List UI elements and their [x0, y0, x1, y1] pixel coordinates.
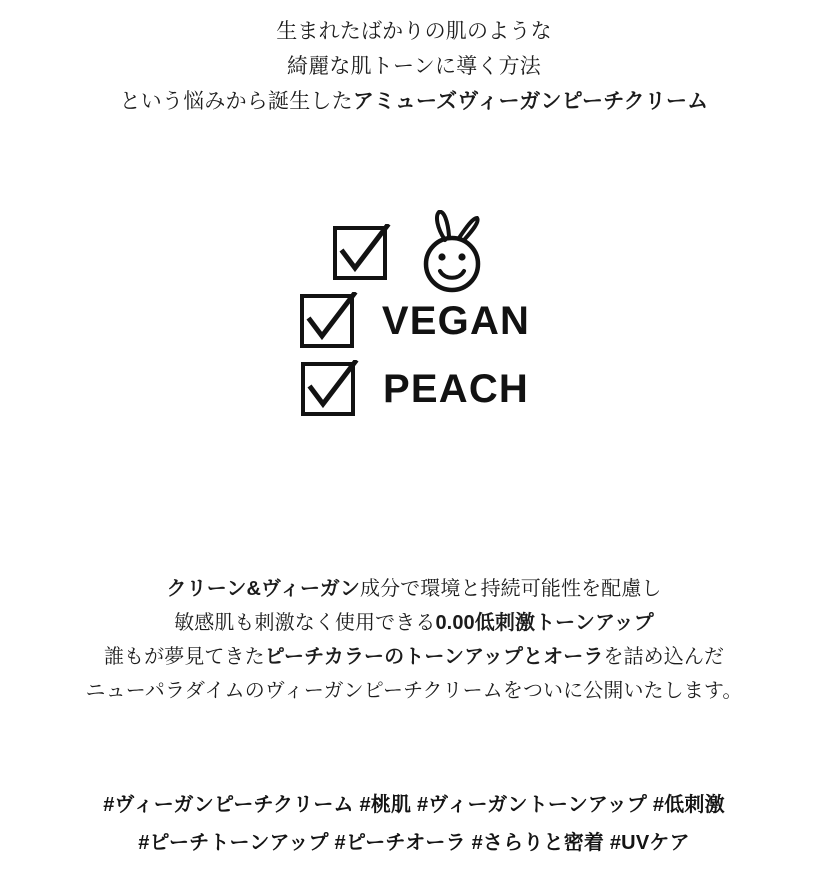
body-line-1-strong: クリーン&ヴィーガン — [166, 578, 360, 600]
checkbox-checked-icon — [298, 292, 360, 350]
body-line-3-plain: 誰もが夢見てきた — [103, 646, 265, 668]
badge-row-peach — [299, 358, 529, 420]
body-line-2-plain: 敏感肌も刺激なく使用できる — [174, 612, 436, 634]
hashtag-line-2: #ピーチトーンアップ #ピーチオーラ #さらりと密着 #UVケア — [138, 832, 690, 854]
hashtag-line-1: #ヴィーガンピーチクリーム #桃肌 #ヴィーガントーンアップ #低刺激 — [103, 794, 725, 816]
intro-line-2: 綺麗な肌トーンに導く方法 — [287, 55, 541, 78]
intro-line-1: 生まれたばかりの肌のような — [276, 20, 552, 43]
hashtag-block — [0, 786, 828, 862]
badge-label-vegan: VEGAN — [381, 299, 531, 343]
body-line-2 — [0, 606, 828, 640]
body-line-3-strong: ピーチカラーのトーンアップとオーラ — [264, 646, 604, 668]
body-copy-block — [0, 572, 828, 708]
body-line-1-plain: 成分で環境と持続可能性を配慮し — [359, 578, 662, 600]
intro-line-3-strong: アミューズヴィーガンピーチクリーム — [352, 90, 709, 113]
vegan-peach-badge — [0, 222, 828, 426]
intro-block — [0, 14, 828, 119]
body-line-4: ニューパラダイムのヴィーガンピーチクリームをついに公開いたします。 — [85, 680, 743, 702]
badge-row-smiley — [331, 222, 497, 284]
intro-line-3-plain: という悩みから誕生した — [119, 90, 353, 113]
checkbox-checked-icon — [331, 224, 393, 282]
smiley-bunny-icon — [407, 210, 497, 296]
body-line-2-strong: 0.00低刺激トーンアップ — [435, 612, 654, 634]
badge-row-vegan — [298, 290, 530, 352]
body-line-3-tail: を詰め込んだ — [603, 646, 725, 668]
badge-label-peach: PEACH — [382, 367, 530, 411]
intro-line-3 — [0, 84, 828, 119]
body-line-1 — [0, 572, 828, 606]
checkbox-checked-icon — [299, 360, 361, 418]
body-line-3 — [0, 640, 828, 674]
